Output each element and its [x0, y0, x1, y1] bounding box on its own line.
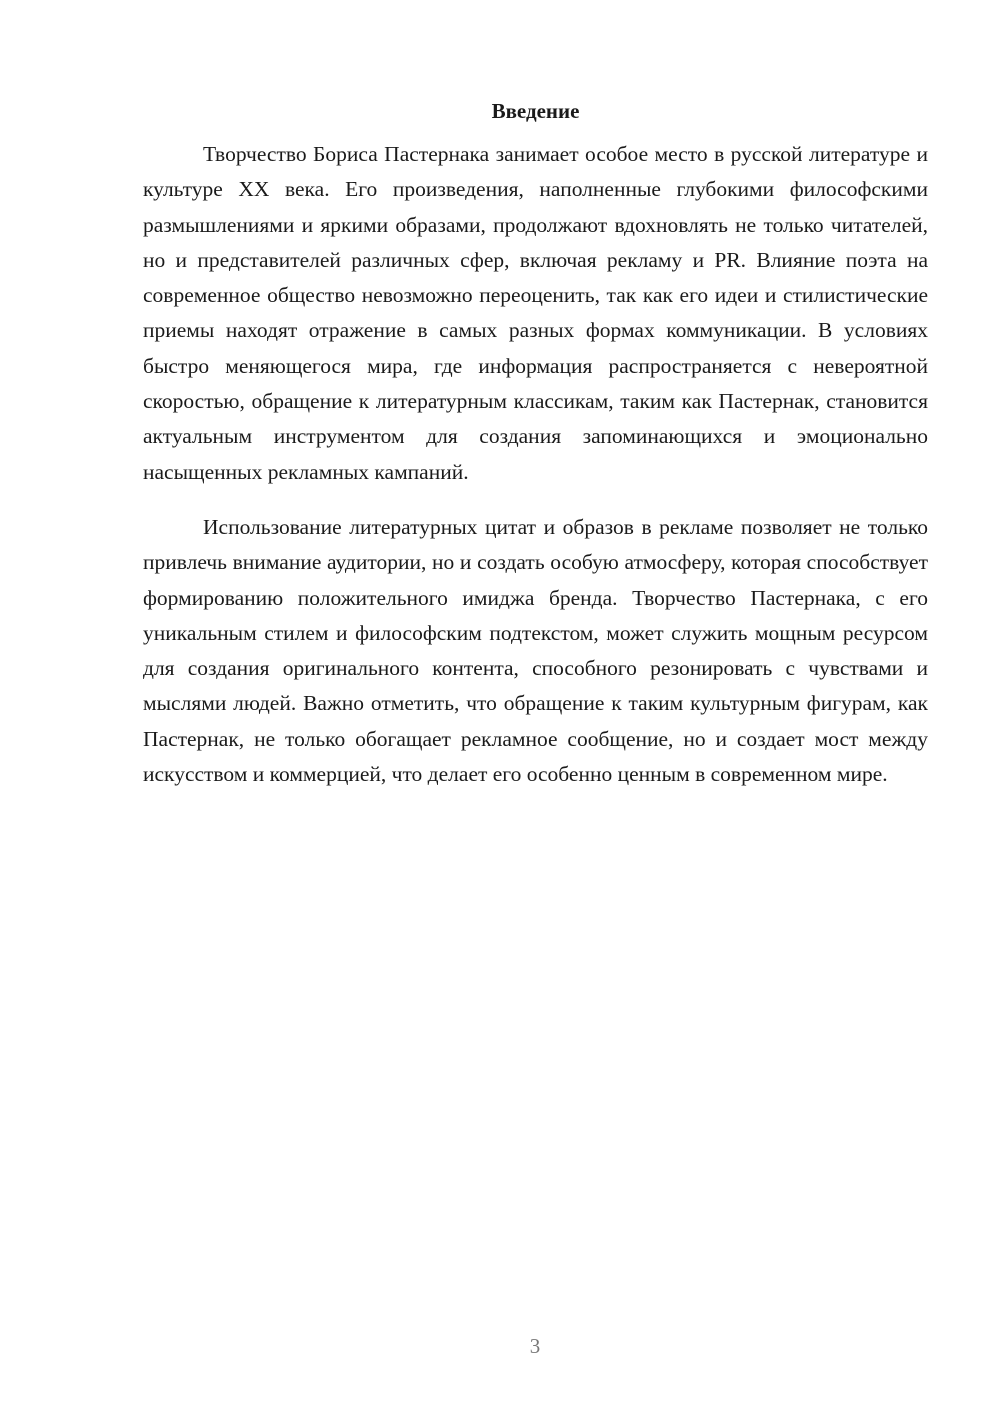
- paragraph-1: Творчество Бориса Пастернака занимает особое место в русской литературе и культуре XX века. Его произведения, наполненные глубокими философскими размышлениями и яркими образами, продолжают вдохновлять не только читателей, но и представителей различных сфер, включая рекламу и PR. Влияние поэта на современное общество невозможно переоценить, так как его идеи и стилистические приемы находят отражение в самых разных формах коммуникации. В условиях быстро меняющегося мира, где информация распространяется с невероятной скоростью, обращение к литературным классикам, таким как Пастернак, становится актуальным инструментом для создания запоминающихся и эмоционально насыщенных рекламных кампаний.: [143, 142, 928, 484]
- paragraph-2: Использование литературных цитат и образов в рекламе позволяет не только привлечь внимание аудитории, но и создать особую атмосферу, которая способствует формированию положительного имиджа бренда. Творчество Пастернака, с его уникальным стилем и философским подтекстом, может служить мощным ресурсом для создания оригинального контента, способного резонировать с чувствами и мыслями людей. Важно отметить, что обращение к таким культурным фигурам, как Пастернак, не только обогащает рекламное сообщение, но и создает мост между искусством и коммерцией, что делает его особенно ценным в современном мире.: [143, 514, 928, 787]
- page-content: [143, 95, 928, 792]
- page-number: 3: [529, 1334, 541, 1358]
- section-heading: Введение: [491, 99, 580, 123]
